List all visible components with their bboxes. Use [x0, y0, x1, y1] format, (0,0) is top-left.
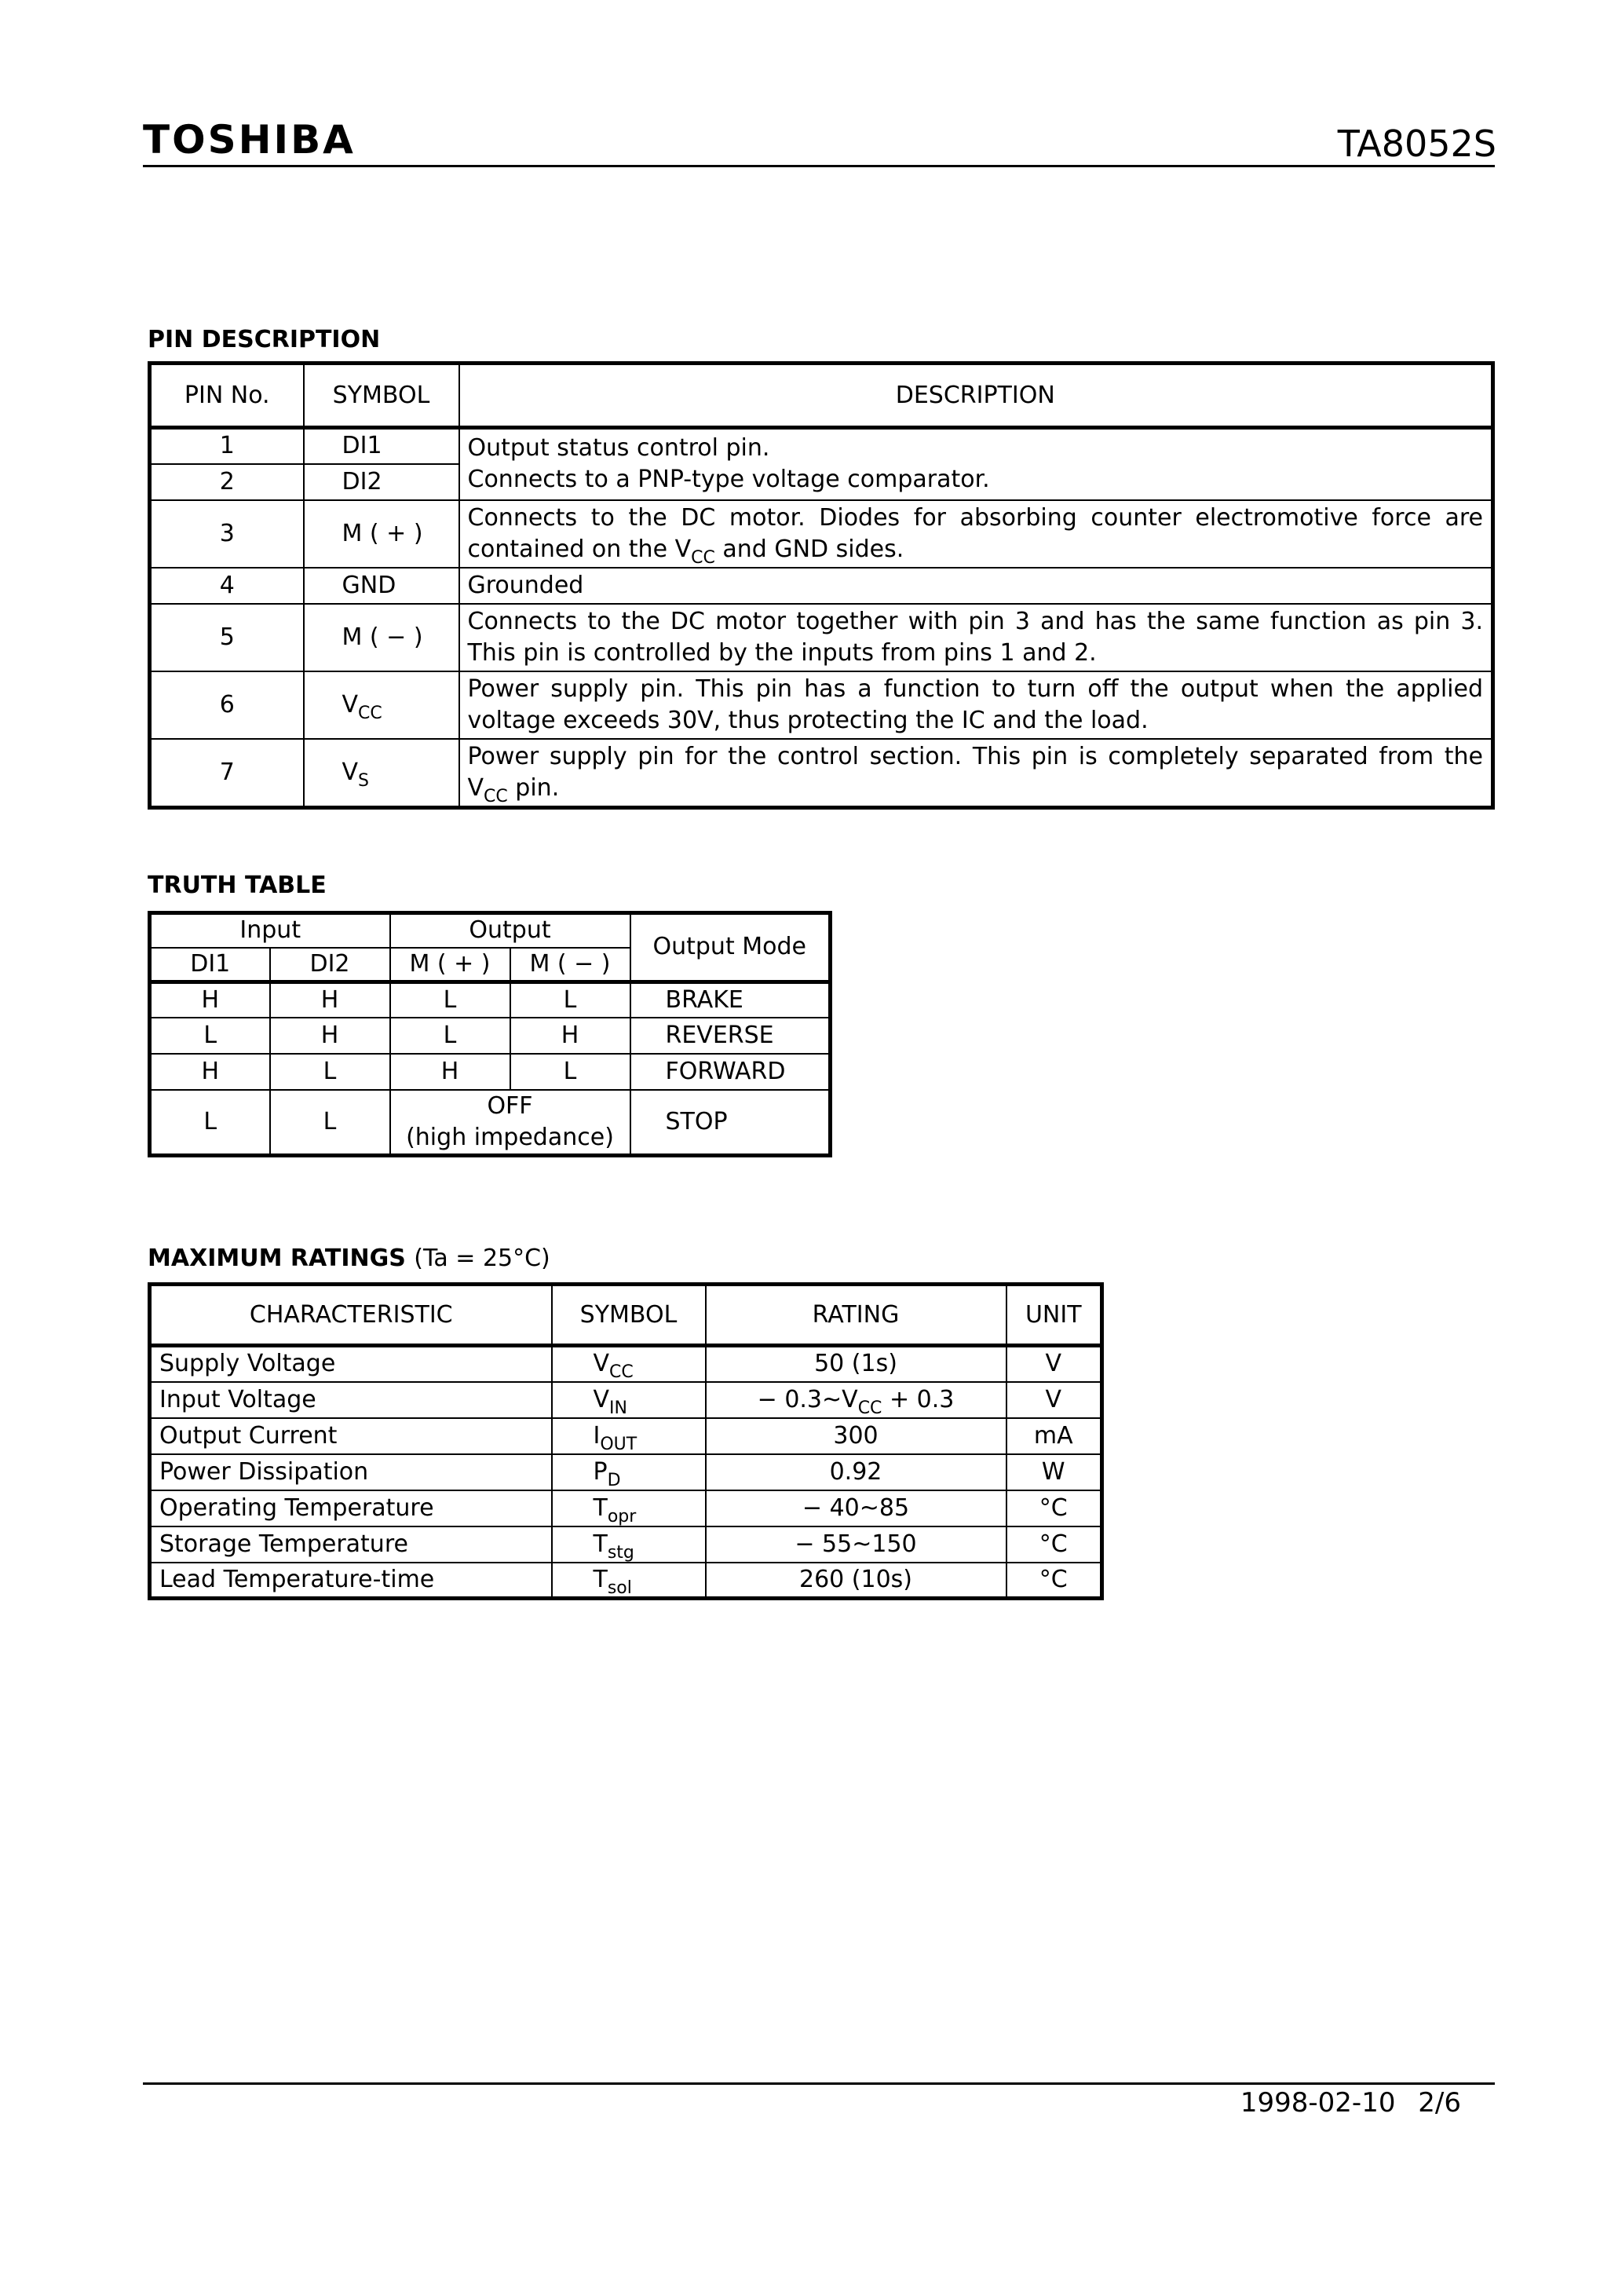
- column-header: RATING: [706, 1285, 1006, 1346]
- part-number: TA8052S: [1337, 122, 1496, 165]
- table-cell: Supply Voltage: [150, 1346, 552, 1382]
- table-cell: 260 (10s): [706, 1563, 1006, 1599]
- table-cell: $P_D$: [552, 1454, 706, 1490]
- table-cell: L: [150, 1018, 270, 1054]
- column-header: PIN No.: [150, 364, 304, 428]
- table-cell: Operating Temperature: [150, 1490, 552, 1526]
- toshiba-logo: TOSHIBA: [143, 117, 356, 163]
- table-cell: $V_{IN}$: [552, 1382, 706, 1418]
- pin-symbol: M ( − ): [304, 604, 459, 671]
- table-cell: °C: [1006, 1563, 1102, 1599]
- table-row: [150, 982, 831, 1018]
- table-cell: L: [510, 982, 630, 1018]
- table-cell: $T_{stg}$: [552, 1526, 706, 1563]
- max-ratings-table: [148, 1282, 1104, 1600]
- pin-number: 2: [150, 464, 304, 500]
- table-cell: − $0.3\sim V_{CC} + 0.3$: [706, 1382, 1006, 1418]
- max-ratings-title: MAXIMUM RATINGS (Ta = 25°C): [148, 1245, 550, 1272]
- column-group-header: Input: [150, 913, 390, 948]
- table-cell: Input Voltage: [150, 1382, 552, 1418]
- pin-symbol: $V_{CC}$: [304, 671, 459, 739]
- pin-symbol: $V_S$: [304, 739, 459, 808]
- column-header: UNIT: [1006, 1285, 1102, 1346]
- table-cell: $T_{sol}$: [552, 1563, 706, 1599]
- column-header: DI1: [150, 948, 270, 982]
- table-row: [150, 739, 1493, 808]
- table-row: [150, 1418, 1102, 1454]
- footer-rule: [143, 2082, 1495, 2085]
- table-cell: 50 (1s): [706, 1346, 1006, 1382]
- table-cell: $T_{opr}$: [552, 1490, 706, 1526]
- table-cell: L: [270, 1090, 390, 1156]
- pin-description: Power supply pin for the control section. This pin is completely separated from the $V_{CC}$ pin.: [459, 739, 1493, 808]
- pin-description: Power supply pin. This pin has a function to turn off the output when the applied voltage exceeds 30V, thus protecting the IC and the load.: [459, 671, 1493, 739]
- truth-table: [148, 911, 832, 1157]
- column-header: DI2: [270, 948, 390, 982]
- pin-description: Grounded: [459, 568, 1493, 604]
- column-header: SYMBOL: [552, 1285, 706, 1346]
- table-cell: H: [270, 1018, 390, 1054]
- table-cell: Power Dissipation: [150, 1454, 552, 1490]
- table-cell: L: [510, 1054, 630, 1090]
- pin-symbol: DI1: [304, 428, 459, 464]
- pin-symbol: DI2: [304, 464, 459, 500]
- table-cell: °C: [1006, 1526, 1102, 1563]
- table-row: [150, 428, 1493, 464]
- table-cell: L: [270, 1054, 390, 1090]
- footer: [1240, 2086, 1461, 2120]
- table-header-row: [150, 364, 1493, 428]
- pin-number: 7: [150, 739, 304, 808]
- pin-description: Connects to the DC motor. Diodes for absorbing counter electromotive force are contained on the $V_{CC}$ and GND sides.: [459, 500, 1493, 568]
- pin-symbol: GND: [304, 568, 459, 604]
- table-row: [150, 1490, 1102, 1526]
- column-group-header: Output: [390, 913, 630, 948]
- header-rule: [143, 165, 1495, 167]
- table-cell: L: [390, 1018, 510, 1054]
- truth-table-title: TRUTH TABLE: [148, 872, 327, 899]
- table-row: [150, 1346, 1102, 1382]
- table-cell: L: [390, 982, 510, 1018]
- column-header: DESCRIPTION: [459, 364, 1493, 428]
- table-cell: V: [1006, 1382, 1102, 1418]
- table-row: [150, 1090, 831, 1156]
- column-header: SYMBOL: [304, 364, 459, 428]
- pin-description-title: PIN DESCRIPTION: [148, 326, 381, 353]
- pin-number: 6: [150, 671, 304, 739]
- table-cell: mA: [1006, 1418, 1102, 1454]
- table-cell: V: [1006, 1346, 1102, 1382]
- column-header: M ( + ): [390, 948, 510, 982]
- table-cell: W: [1006, 1454, 1102, 1490]
- table-cell: H: [150, 1054, 270, 1090]
- table-cell: °C: [1006, 1490, 1102, 1526]
- table-row: [150, 568, 1493, 604]
- table-cell: Output Current: [150, 1418, 552, 1454]
- table-cell: $I_{OUT}$: [552, 1418, 706, 1454]
- pin-number: 3: [150, 500, 304, 568]
- table-row: [150, 1563, 1102, 1599]
- column-header: M ( − ): [510, 948, 630, 982]
- table-row: [150, 1454, 1102, 1490]
- table-cell: − 55~150: [706, 1526, 1006, 1563]
- pin-symbol: M ( + ): [304, 500, 459, 568]
- description-line: Output status control pin.: [467, 434, 770, 462]
- pin-number: 4: [150, 568, 304, 604]
- description-line: Connects to a PNP-type voltage comparator.: [467, 466, 990, 494]
- table-row: [150, 671, 1493, 739]
- table-cell: Lead Temperature-time: [150, 1563, 552, 1599]
- pin-number: 1: [150, 428, 304, 464]
- table-cell: OFF (high impedance): [390, 1090, 630, 1156]
- table-cell: STOP: [630, 1090, 831, 1156]
- table-cell: $V_{CC}$: [552, 1346, 706, 1382]
- table-cell: FORWARD: [630, 1054, 831, 1090]
- table-row: [150, 604, 1493, 671]
- pin-description: [459, 428, 1493, 500]
- table-cell: 0.92: [706, 1454, 1006, 1490]
- table-row: [150, 1382, 1102, 1418]
- table-cell: H: [510, 1018, 630, 1054]
- table-cell: L: [150, 1090, 270, 1156]
- table-row: [150, 1018, 831, 1054]
- column-header: Output Mode: [630, 913, 831, 982]
- table-header-row: [150, 1285, 1102, 1346]
- table-cell: H: [270, 982, 390, 1018]
- table-cell: BRAKE: [630, 982, 831, 1018]
- column-header: CHARACTERISTIC: [150, 1285, 552, 1346]
- table-row: [150, 500, 1493, 568]
- pin-number: 5: [150, 604, 304, 671]
- table-cell: − 40~85: [706, 1490, 1006, 1526]
- table-cell: Storage Temperature: [150, 1526, 552, 1563]
- table-row: [150, 1054, 831, 1090]
- table-cell: H: [390, 1054, 510, 1090]
- table-cell: REVERSE: [630, 1018, 831, 1054]
- table-cell: 300: [706, 1418, 1006, 1454]
- footer-date: 1998-02-10: [1240, 2087, 1396, 2119]
- pin-description-table: [148, 361, 1495, 810]
- table-cell: H: [150, 982, 270, 1018]
- pin-description: Connects to the DC motor together with pin 3 and has the same function as pin 3. This pin is controlled by the inputs from pins 1 and 2.: [459, 604, 1493, 671]
- page-number: 2/6: [1418, 2087, 1461, 2119]
- table-row: [150, 1526, 1102, 1563]
- table-header-row: [150, 913, 831, 948]
